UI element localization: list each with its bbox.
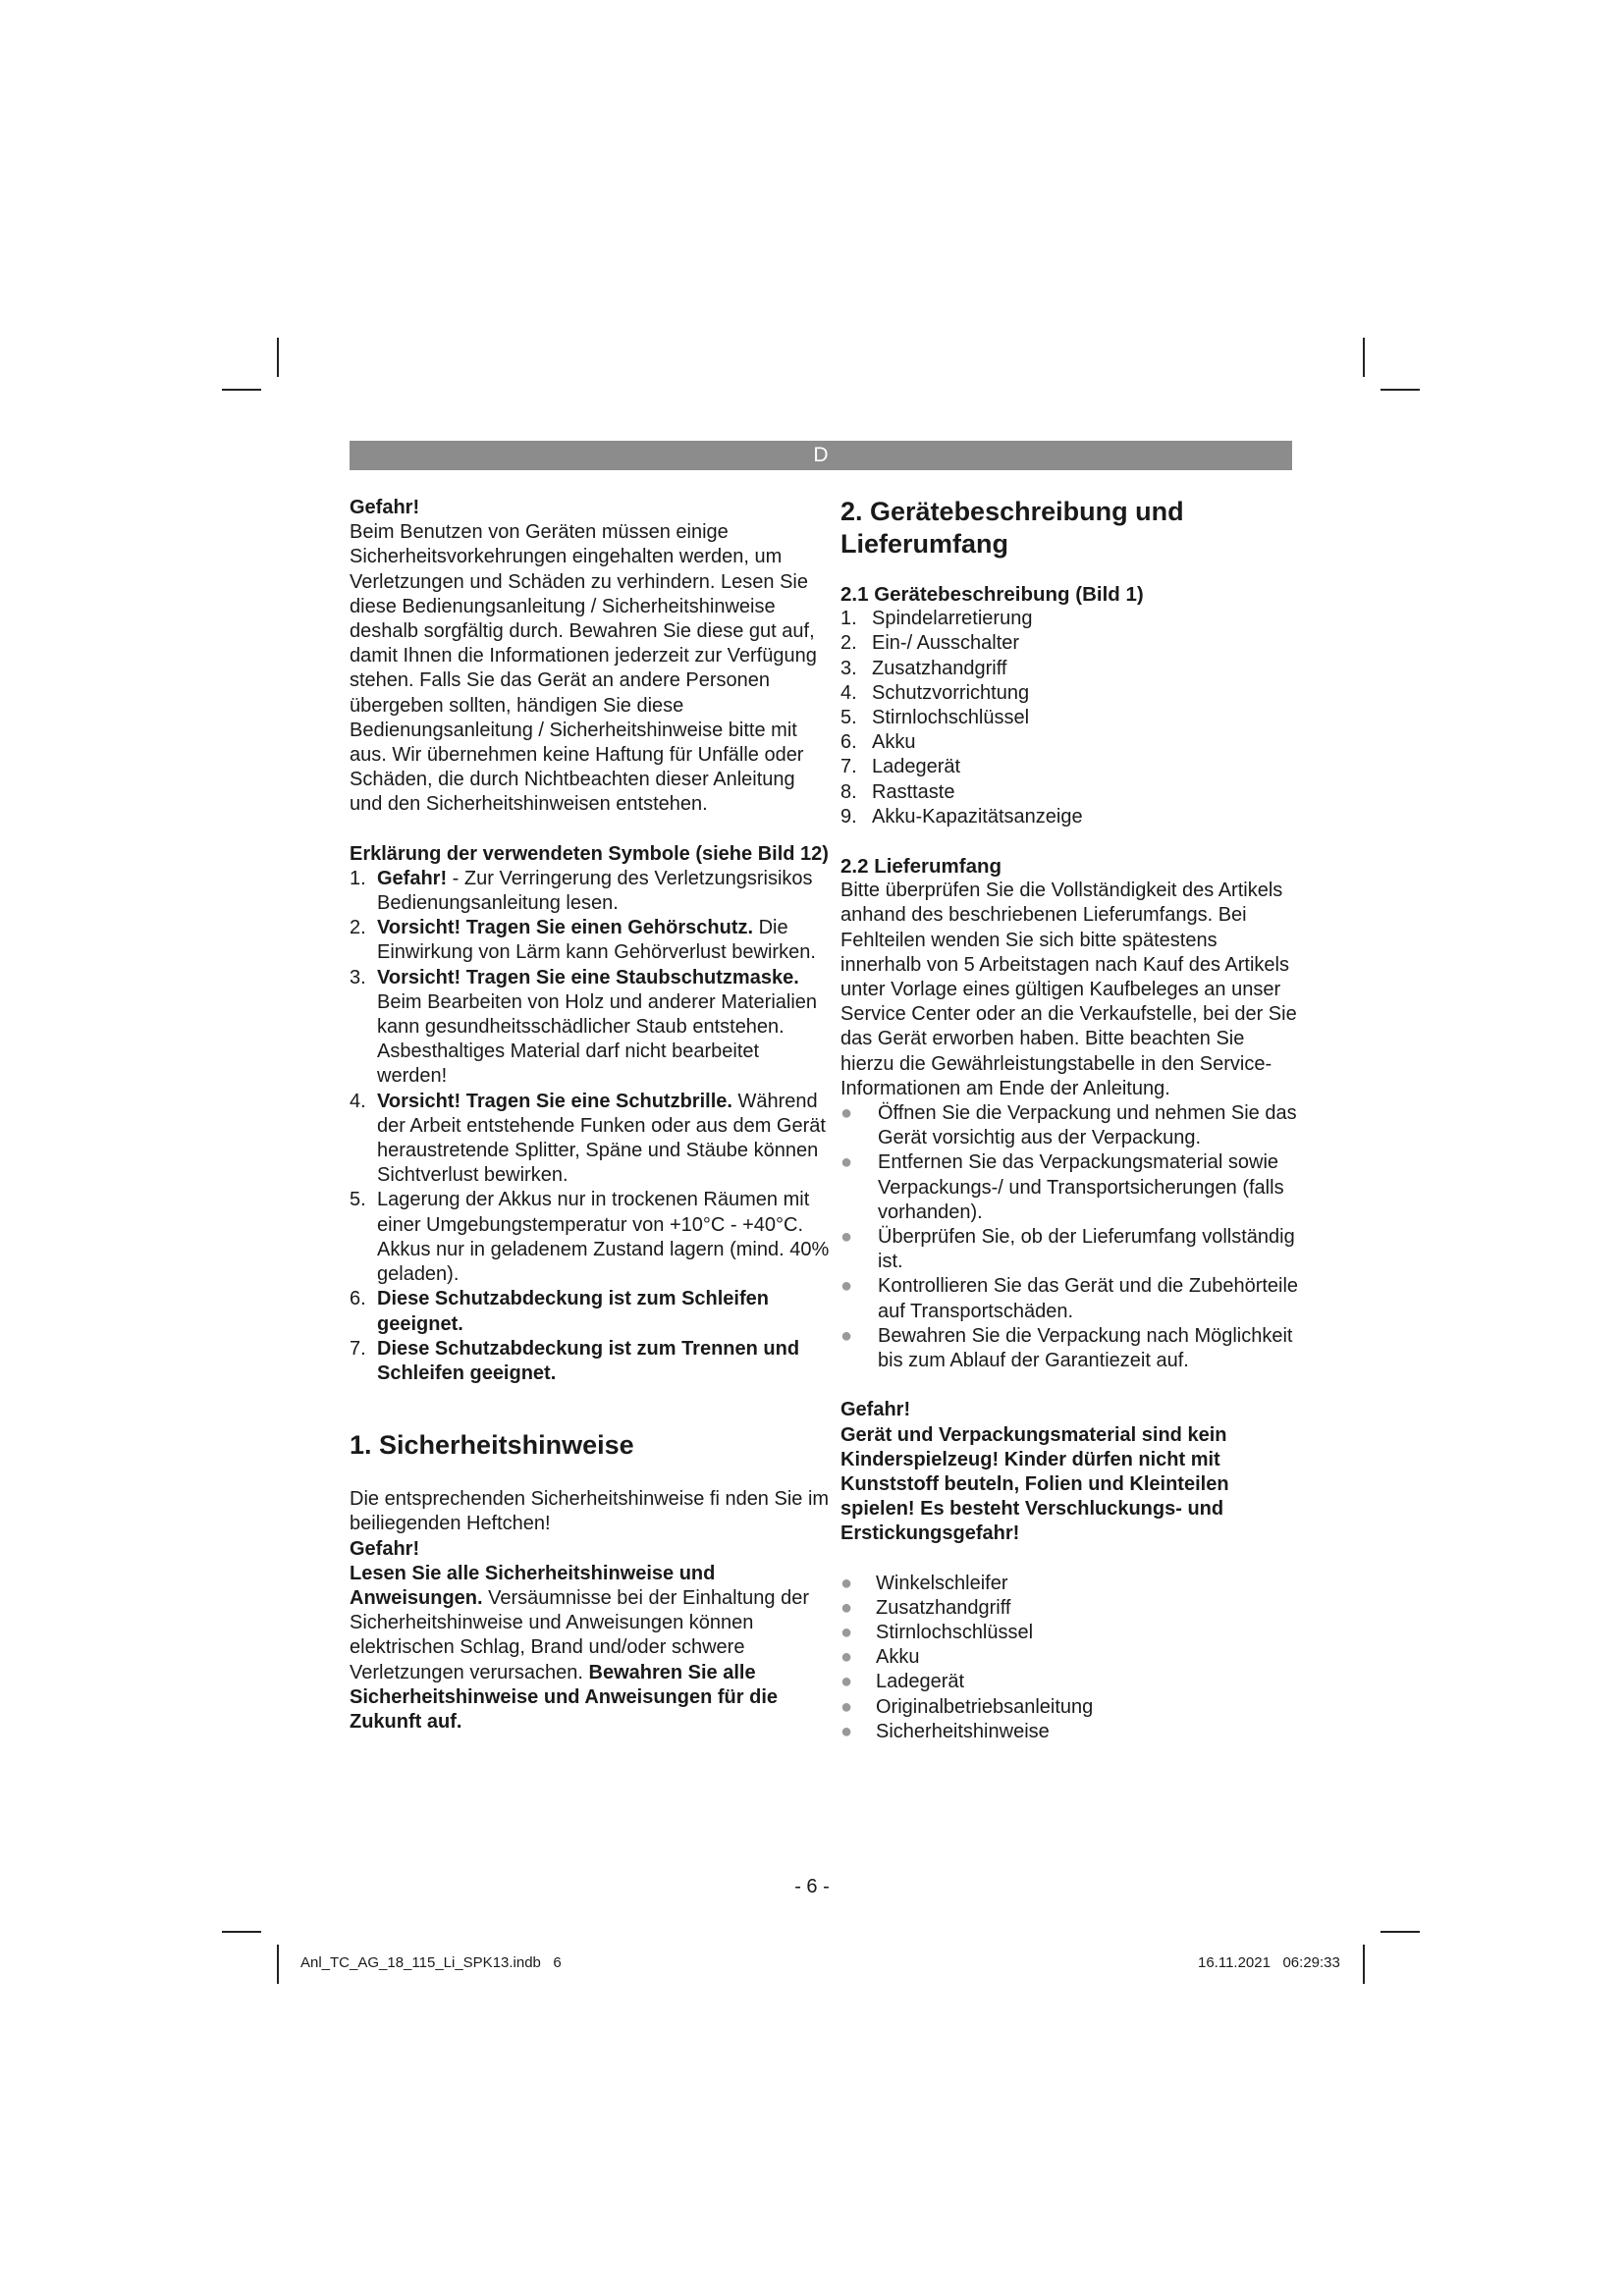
crop-mark [222,389,261,391]
components-list [840,607,1302,829]
crop-mark [1363,338,1365,377]
crop-mark [1380,389,1420,391]
language-tag: D [813,444,829,466]
list-item: 5. Lagerung der Akkus nur in trockenen Räumen mit einer Umgebungstemperatur von +10°C - +40°C. Akkus nur in geladenem Zustand lagern (mind. 40% geladen). [350,1189,830,1286]
list-item: 7. Diese Schutzabdeckung ist zum Trennen und Schleifen geeignet. [350,1337,800,1384]
bullet-icon: ● [840,1324,853,1347]
list-item: ● Akku [840,1645,1302,1670]
crop-mark [1363,1945,1365,1984]
list-item: 2. Vorsicht! Tragen Sie einen Gehörschutz. Die Einwirkung von Lärm kann Gehörverlust bewirken. [350,917,816,964]
warning-paragraph: Lesen Sie alle Sicherheitshinweise und Anweisungen. Versäumnisse bei der Einhaltung der Sicherheitshinweise und Anweisungen können elektrischen Schlag, Brand und/oder schwere Verletzungen verursachen. Bewahren Sie alle Sicherheitshinweise und Anweisungen für die Zukunft auf. [350,1562,809,1733]
footer-timestamp: 16.11.2021 06:29:33 [1198,1954,1340,1971]
bullet-icon: ● [840,1695,853,1718]
list-item: ● Öffnen Sie die Verpackung und nehmen Sie das Gerät vorsichtig aus der Verpackung. [840,1101,1302,1150]
section-title: 2. Gerätebeschreibung und Lieferumfang [840,497,1184,559]
scope-paragraph: Bitte überprüfen Sie die Vollständigkeit des Artikels anhand des beschriebenen Lieferumfangs. Bei Fehlteilen wenden Sie sich bitte spätestens innerhalb von 5 Arbeitstagen nach Kauf des Artikels unter Vorlage eines gültigen Kaufbeleges an unser Service Center oder an die Verkaufstelle, bei der Sie das Gerät erworben haben. Bitte beachten Sie hierzu die Gewährleistungstabelle in den Service-Informationen am Ende der Anleitung. [840,880,1297,1099]
unpacking-steps-list [840,1101,1302,1373]
danger-heading: Gefahr! [350,497,420,518]
list-item: ● Originalbetriebsanleitung [840,1695,1302,1720]
section-title: 1. Sicherheitshinweise [350,1430,634,1461]
crop-mark [1380,1931,1420,1933]
section-intro: Die entsprechenden Sicherheitshinweise fi nden Sie im beiliegenden Heftchen! [350,1488,830,1535]
crop-mark [277,338,279,377]
list-item: 4. Schutzvorrichtung [840,681,1030,704]
bullet-icon: ● [840,1646,853,1669]
danger-heading: Gefahr! [840,1399,911,1421]
scope-of-delivery-list [840,1572,1302,1744]
crop-mark [222,1931,261,1933]
list-item: 1. Spindelarretierung [840,608,1033,630]
list-item: 4. Vorsicht! Tragen Sie eine Schutzbrille. Während der Arbeit entstehende Funken oder aus dem Gerät heraustretende Splitter, Späne und Stäube können Sichtverlust bewirken. [350,1090,826,1187]
list-item: 9. Akku-Kapazitätsanzeige [840,805,1083,828]
bullet-icon: ● [840,1671,853,1693]
list-item: 3. Vorsicht! Tragen Sie eine Staubschutzmaske. Beim Bearbeiten von Holz und anderer Materialien kann gesundheitsschädlicher Staub entstehen. Asbesthaltiges Material darf nicht bearbeitet werden! [350,966,818,1088]
subsection-title: 2.1 Gerätebeschreibung (Bild 1) [840,583,1144,606]
symbols-list [350,867,831,1386]
language-header-bar [350,441,1292,470]
bullet-icon: ● [840,1275,853,1298]
list-item: ● Ladegerät [840,1670,1302,1694]
list-item: 5. Stirnlochschlüssel [840,707,1030,729]
list-item: 6. Diese Schutzabdeckung ist zum Schleifen geeignet. [350,1288,769,1335]
child-warning: Gerät und Verpackungsmaterial sind kein Kinderspielzeug! Kinder dürfen nicht mit Kunststoff beuteln, Folien und Kleinteilen spielen! Es besteht Verschluckungs- und Erstickungsgefahr! [840,1423,1229,1545]
list-item: ● Zusatzhandgriff [840,1596,1302,1621]
page-number: - 6 - [794,1876,830,1897]
list-item: ● Stirnlochschlüssel [840,1621,1302,1645]
subsection-title: 2.2 Lieferumfang [840,855,1002,879]
danger-paragraph: Beim Benutzen von Geräten müssen einige Sicherheitsvorkehrungen eingehalten werden, um Verletzungen und Schäden zu verhindern. Lesen Sie diese Bedienungsanleitung / Sicherheitshinweise deshalb sorgfältig durch. Bewahren Sie diese gut auf, damit Ihnen die Informationen jederzeit zur Verfügung stehen. Falls Sie das Gerät an andere Personen übergeben sollten, händigen Sie diese Bedienungsanleitung / Sicherheitshinweise bitte mit aus. Wir übernehmen keine Haftung für Unfälle oder Schäden, die durch Nichtbeachten dieser Anleitung und den Sicherheitshinweisen entstehen. [350,521,817,816]
bullet-icon: ● [840,1572,853,1594]
bullet-icon: ● [840,1226,853,1249]
bullet-icon: ● [840,1720,853,1742]
bullet-icon: ● [840,1596,853,1619]
symbols-heading: Erklärung der verwendeten Symbole (siehe Bild 12) [350,842,829,865]
list-item: ● Überprüfen Sie, ob der Lieferumfang vollständig ist. [840,1225,1302,1274]
list-item: 3. Zusatzhandgriff [840,657,1007,679]
list-item: ● Bewahren Sie die Verpackung nach Möglichkeit bis zum Ablauf der Garantiezeit auf. [840,1324,1302,1373]
footer-filename: Anl_TC_AG_18_115_Li_SPK13.indb 6 [300,1954,562,1971]
bullet-icon: ● [840,1621,853,1643]
list-item: 8. Rasttaste [840,780,955,803]
list-item: 6. Akku [840,731,916,754]
crop-mark [277,1945,279,1984]
list-item: ● Sicherheitshinweise [840,1720,1302,1744]
list-item: 7. Ladegerät [840,756,961,778]
list-item: ● Entfernen Sie das Verpackungsmaterial sowie Verpackungs-/ und Transportsicherungen (falls vorhanden). [840,1150,1302,1225]
right-column [840,496,1302,1744]
list-item: ● Kontrollieren Sie das Gerät und die Zubehörteile auf Transportschäden. [840,1274,1302,1323]
list-item: 2. Ein-/ Ausschalter [840,632,1020,655]
list-item: 1. Gefahr! - Zur Verringerung des Verletzungsrisikos Bedienungsanleitung lesen. [350,867,813,915]
bullet-icon: ● [840,1102,853,1125]
bullet-icon: ● [840,1151,853,1174]
list-item: ● Winkelschleifer [840,1572,1302,1596]
danger-heading: Gefahr! [350,1537,420,1560]
left-column [350,496,831,1735]
